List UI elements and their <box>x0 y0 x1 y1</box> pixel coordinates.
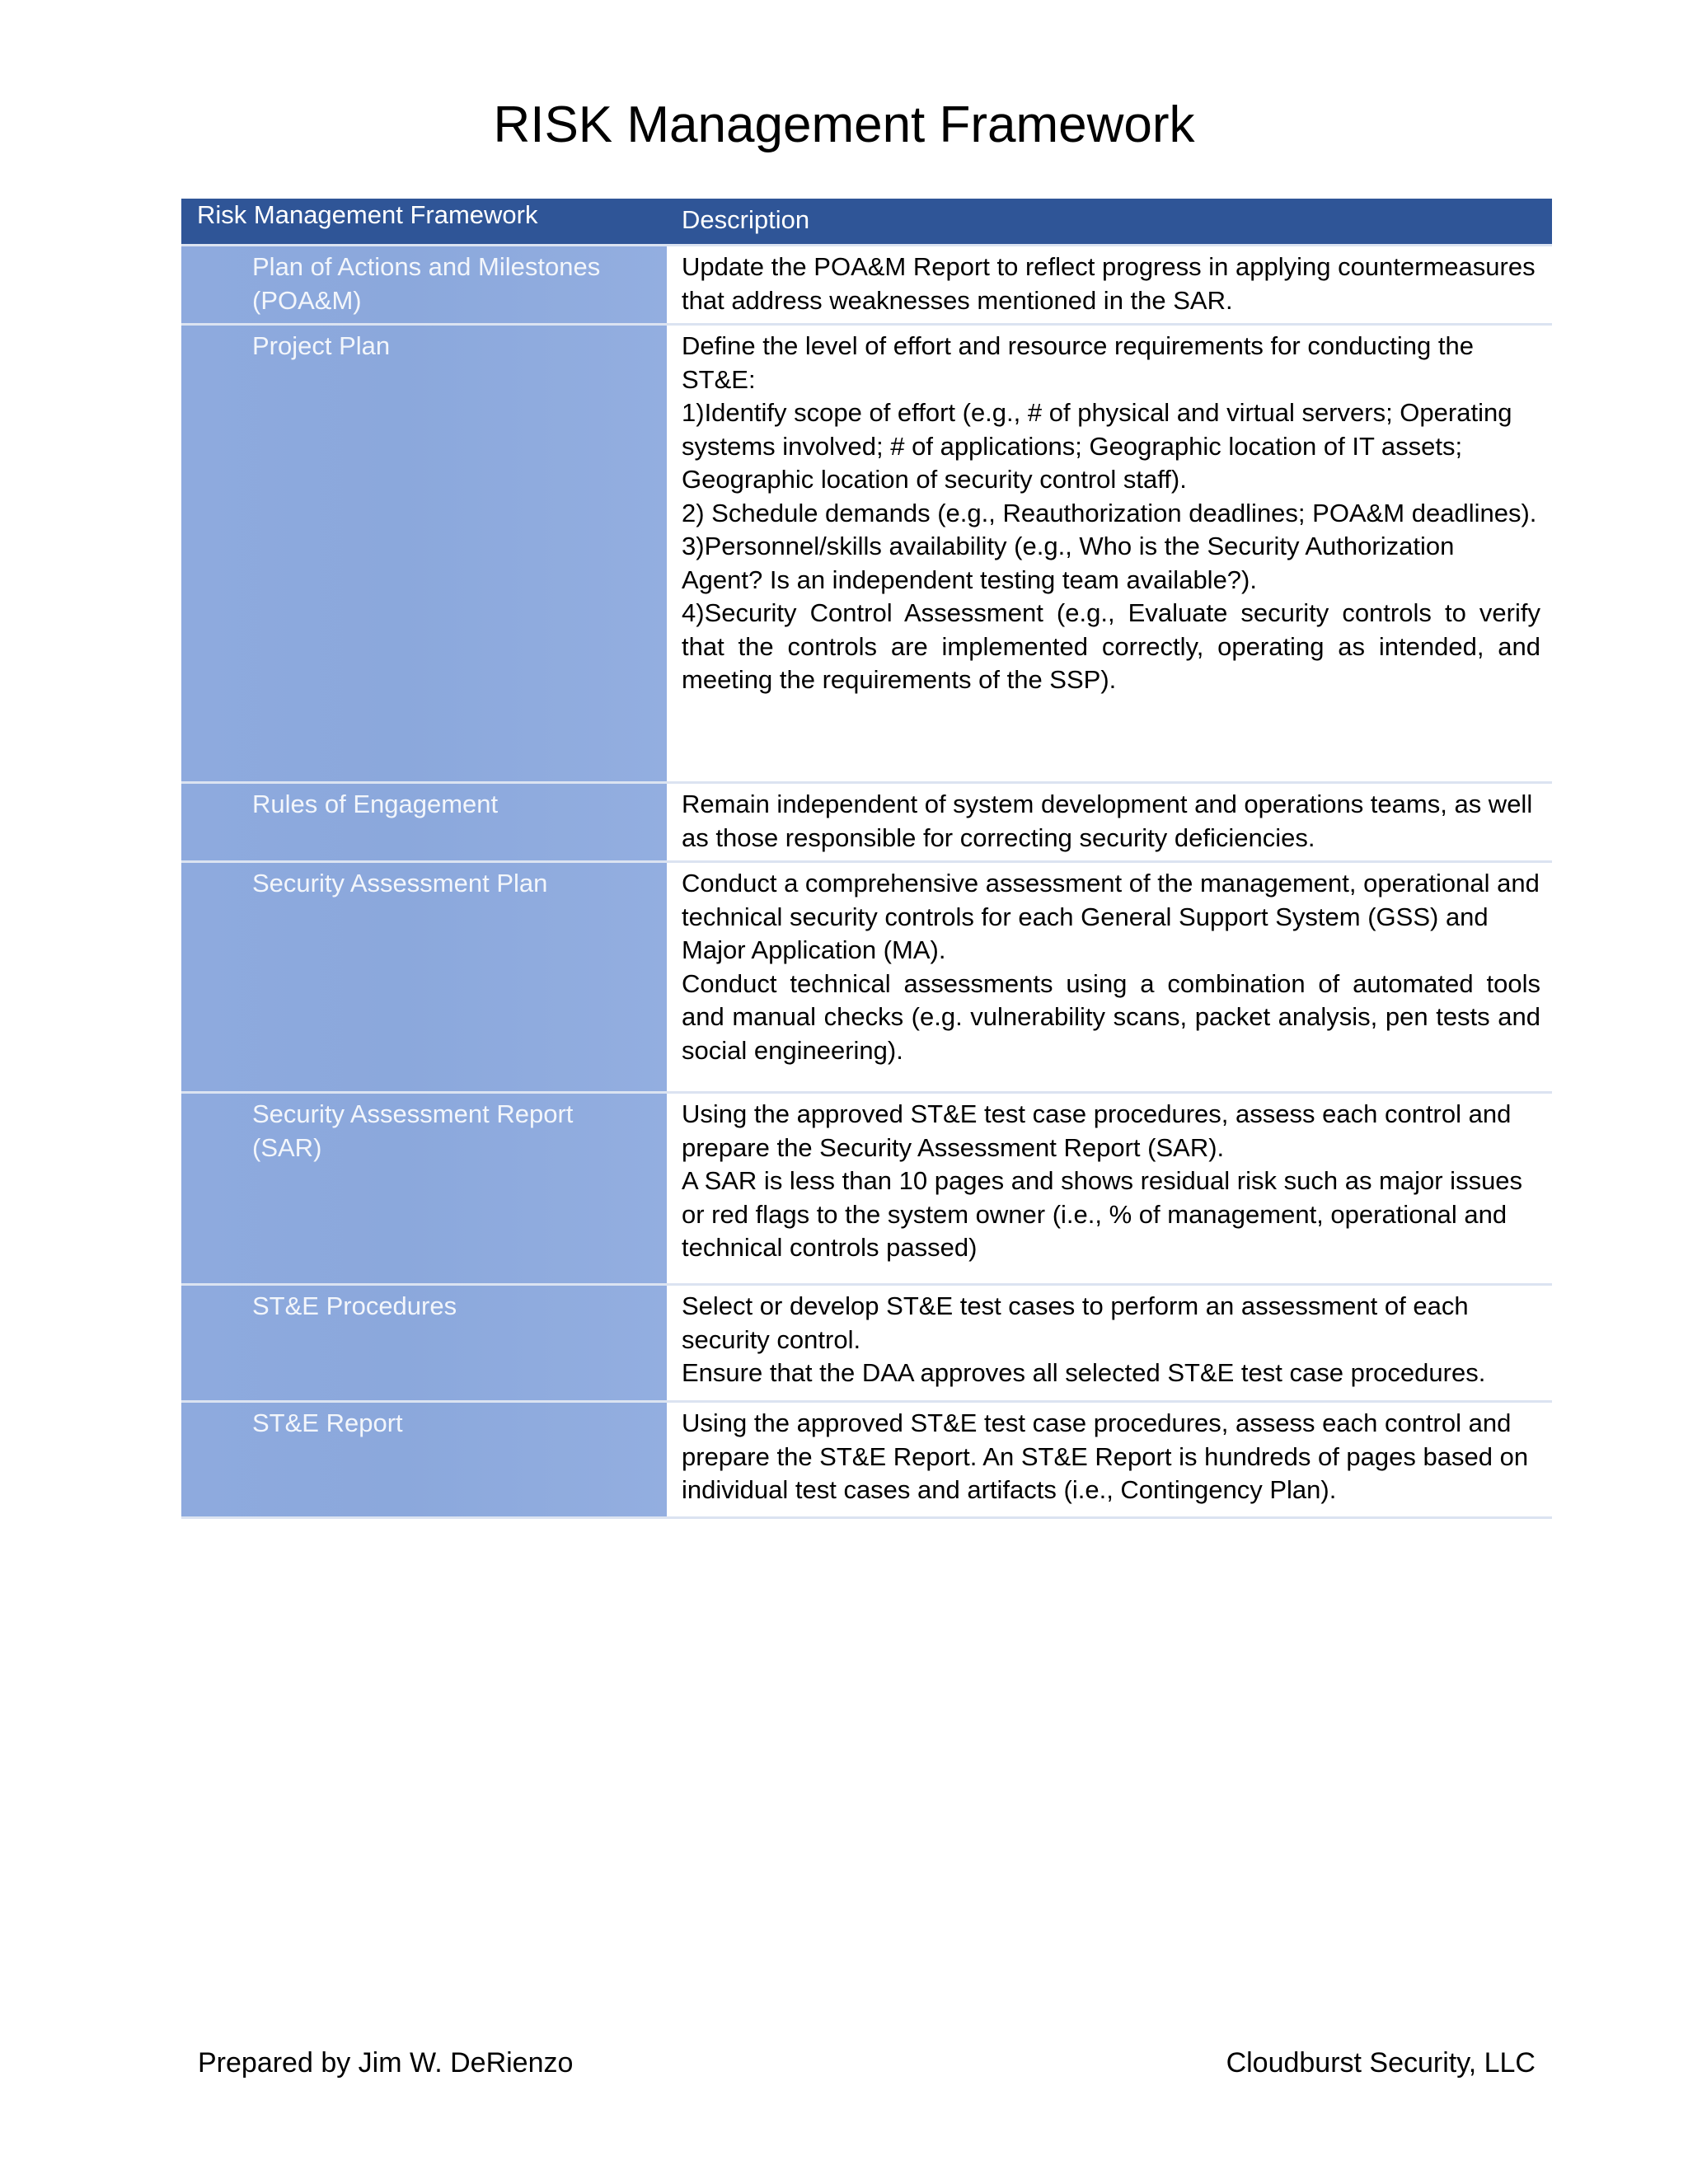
row-description-ste-report <box>667 1402 1552 1518</box>
description-line: 1)Identify scope of effort (e.g., # of physical and virtual servers; Operating systems involved; # of applications; Geographic location of IT assets; Geographic location of security control staff). <box>682 398 1512 494</box>
footer-company: Cloudburst Security, LLC <box>1226 2047 1536 2079</box>
row-description-poam <box>667 246 1552 325</box>
description-line: A SAR is less than 10 pages and shows residual risk such as major issues or red flags to the system owner (i.e., % of management, operational and technical controls passed) <box>682 1166 1523 1262</box>
row-name-project-plan: Project Plan <box>181 325 667 783</box>
row-name-ste-procedures: ST&E Procedures <box>181 1285 667 1402</box>
table-row <box>181 783 1552 862</box>
row-name-poam: Plan of Actions and Milestones (POA&M) <box>181 246 667 325</box>
row-description-ste-procedures <box>667 1285 1552 1402</box>
description-line: Update the POA&M Report to reflect progress in applying countermeasures that address weaknesses mentioned in the SAR. <box>682 252 1536 315</box>
description-line: 2) Schedule demands (e.g., Reauthorization deadlines; POA&M deadlines). <box>682 498 1537 527</box>
table-row <box>181 862 1552 1093</box>
footer-prepared-by: Prepared by Jim W. DeRienzo <box>198 2047 574 2079</box>
table-row <box>181 246 1552 325</box>
description-line: 3)Personnel/skills availability (e.g., Who is the Security Authorization Agent? Is an independent testing team available?). <box>682 532 1455 594</box>
table-row <box>181 1093 1552 1285</box>
description-line: Select or develop ST&E test cases to perform an assessment of each security control. <box>682 1291 1469 1354</box>
row-name-sar: Security Assessment Report (SAR) <box>181 1093 667 1285</box>
description-line: Remain independent of system development and operations teams, as well as those responsible for correcting security deficiencies. <box>682 790 1533 852</box>
table-row <box>181 1285 1552 1402</box>
row-description-security-assessment-plan <box>667 862 1552 1093</box>
table-header-row <box>181 199 1552 246</box>
description-line: Ensure that the DAA approves all selected ST&E test case procedures. <box>682 1358 1486 1387</box>
description-line: Using the approved ST&E test case procedures, assess each control and prepare the Security Assessment Report (SAR). <box>682 1099 1512 1162</box>
row-description-sar <box>667 1093 1552 1285</box>
column-header-framework: Risk Management Framework <box>181 199 667 246</box>
description-line: Define the level of effort and resource requirements for conducting the ST&E: <box>682 331 1474 394</box>
description-line: 4)Security Control Assessment (e.g., Evaluate security controls to verify that the controls are implemented correctly, operating as intended, and meeting the requirements of the SSP). <box>682 598 1540 694</box>
table-row <box>181 325 1552 783</box>
rmf-table <box>181 199 1552 1519</box>
row-name-security-assessment-plan: Security Assessment Plan <box>181 862 667 1093</box>
page-title: RISK Management Framework <box>493 96 1195 153</box>
row-name-ste-report: ST&E Report <box>181 1402 667 1518</box>
column-header-description: Description <box>667 199 1552 246</box>
description-line: Conduct technical assessments using a combination of automated tools and manual checks (e.g. vulnerability scans, packet analysis, pen tests and social engineering). <box>682 968 1540 1065</box>
description-line: Using the approved ST&E test case procedures, assess each control and prepare the ST&E Report. An ST&E Report is hundreds of pages based on individual test cases and artifacts (i.e., Contingency Plan). <box>682 1408 1529 1504</box>
description-line: Conduct a comprehensive assessment of the management, operational and technical security controls for each General Support System (GSS) and Major Application (MA). <box>682 869 1540 964</box>
table-row <box>181 1402 1552 1518</box>
row-name-rules-of-engagement: Rules of Engagement <box>181 783 667 862</box>
row-description-rules-of-engagement <box>667 783 1552 862</box>
row-description-project-plan <box>667 325 1552 783</box>
